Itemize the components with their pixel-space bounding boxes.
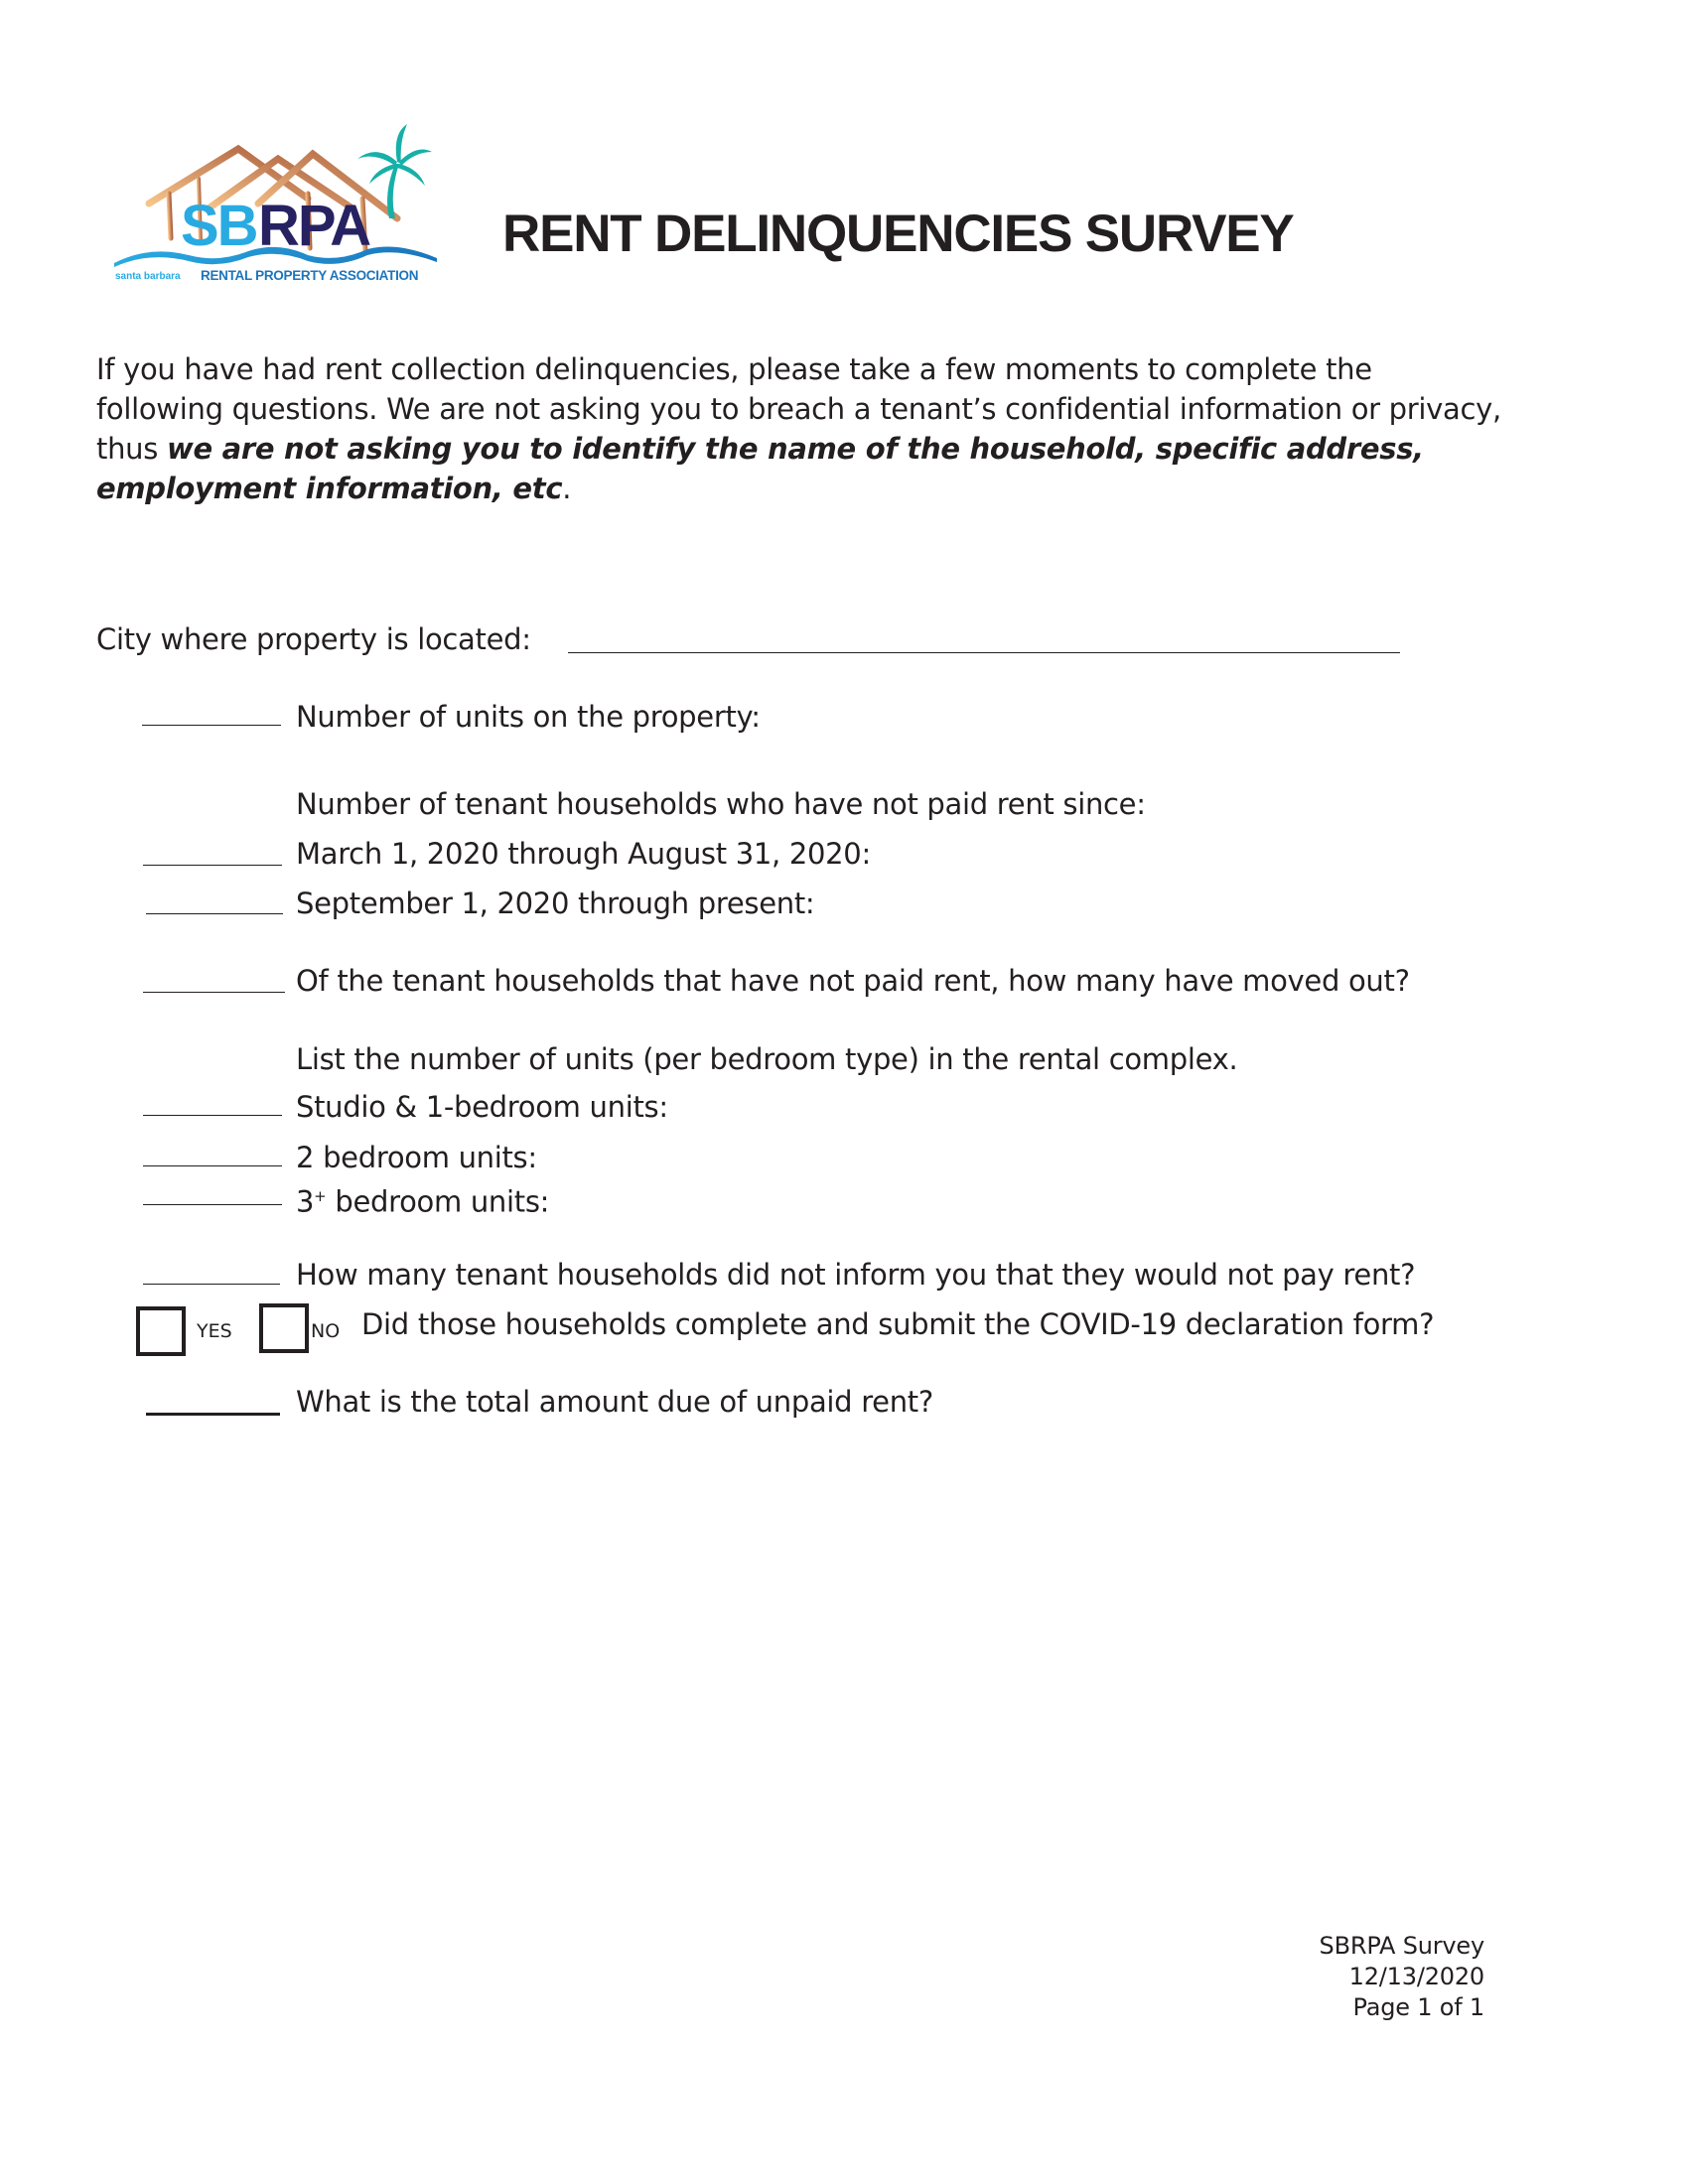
total-unpaid-label: What is the total amount due of unpaid rent? <box>296 1385 933 1419</box>
unpaid-period1-label: March 1, 2020 through August 31, 2020: <box>296 837 871 871</box>
unpaid-period2-input-line[interactable] <box>146 913 283 914</box>
footer-page: Page 1 of 1 <box>1352 1993 1484 2021</box>
declaration-label: Did those households complete and submit the COVID-19 declaration form? <box>361 1307 1435 1341</box>
units-label: Number of units on the property: <box>296 700 761 734</box>
two-bedroom-label: 2 bedroom units: <box>296 1141 537 1174</box>
moved-out-label: Of the tenant households that have not paid rent, how many have moved out? <box>296 964 1410 998</box>
footer-date: 12/13/2020 <box>1348 1963 1484 1990</box>
studio-label: Studio & 1-bedroom units: <box>296 1090 668 1124</box>
logo-sb-text: SB <box>181 194 257 258</box>
no-label: NO <box>311 1320 341 1342</box>
no-checkbox[interactable] <box>259 1303 309 1353</box>
total-unpaid-input-line[interactable] <box>146 1413 280 1416</box>
intro-end: . <box>562 472 572 505</box>
intro-paragraph <box>96 349 1506 508</box>
studio-input-line[interactable] <box>143 1115 282 1116</box>
logo-tagline-bold: RENTAL PROPERTY ASSOCIATION <box>201 268 419 283</box>
sbrpa-logo <box>109 124 447 283</box>
logo-tagline-small: santa barbara <box>115 271 181 282</box>
unpaid-period2-label: September 1, 2020 through present: <box>296 887 815 920</box>
page-title: RENT DELINQUENCIES SURVEY <box>502 205 1294 263</box>
unpaid-period1-input-line[interactable] <box>143 865 282 866</box>
city-input-line[interactable] <box>568 652 1400 653</box>
intro-text: If you have had rent collection delinquencies, please take a few moments to complete the following questions. We are not asking you to breach a tenant’s confidential information or privacy, thus <box>96 352 1501 466</box>
yes-label: YES <box>197 1320 232 1342</box>
footer <box>1320 1931 1484 2023</box>
intro-emphasis: we are not asking you to identify the name of the household, specific address, employment information, etc <box>96 432 1424 505</box>
moved-out-input-line[interactable] <box>143 992 285 993</box>
sbrpa-logo-icon <box>109 124 447 283</box>
three-bedroom-prefix: 3 <box>296 1184 315 1219</box>
logo-rpa-text: RPA <box>258 194 370 258</box>
three-bedroom-text: bedroom units: <box>326 1184 550 1219</box>
three-bedroom-sup: + <box>314 1187 327 1205</box>
not-informed-input-line[interactable] <box>143 1284 280 1285</box>
units-input-line[interactable] <box>142 725 281 726</box>
bedroom-heading: List the number of units (per bedroom type) in the rental complex. <box>296 1042 1238 1076</box>
not-informed-label: How many tenant households did not inform you that they would not pay rent? <box>296 1258 1416 1292</box>
city-label: City where property is located: <box>96 622 531 656</box>
three-bedroom-label <box>296 1178 549 1220</box>
two-bedroom-input-line[interactable] <box>143 1165 282 1166</box>
three-bedroom-input-line[interactable] <box>143 1204 282 1205</box>
yes-checkbox[interactable] <box>136 1306 186 1356</box>
footer-title: SBRPA Survey <box>1319 1932 1484 1960</box>
unpaid-heading: Number of tenant households who have not paid rent since: <box>296 787 1146 821</box>
